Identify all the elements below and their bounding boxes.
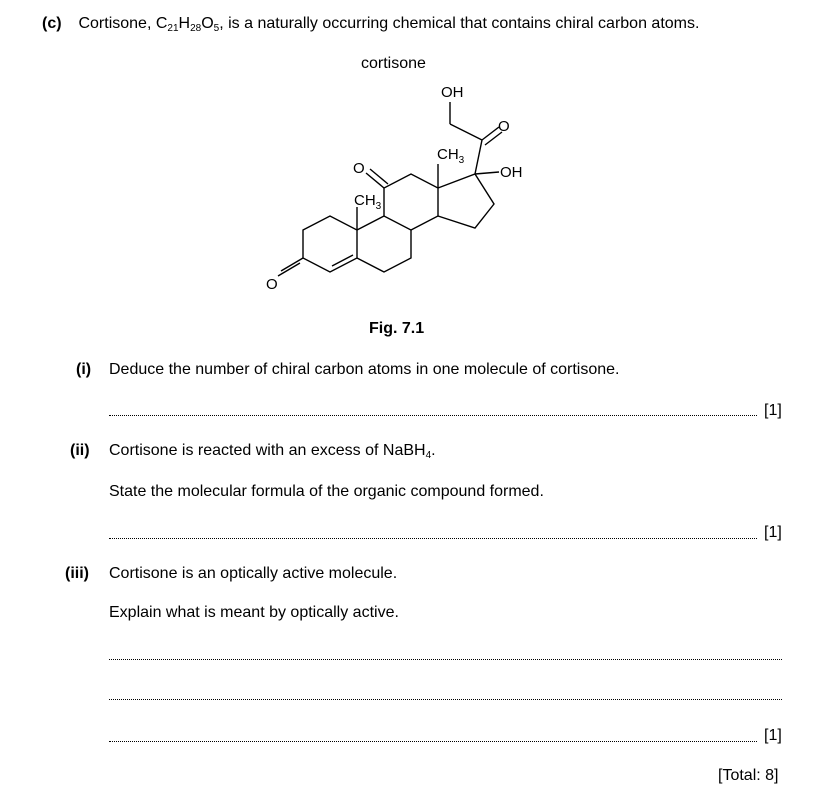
ch3-upper-label	[437, 146, 465, 166]
ch3-lower-sub: 3	[375, 201, 382, 212]
formula-h: H	[178, 15, 191, 32]
ring-a-double-bond	[332, 255, 353, 266]
oh-side-label: OH	[500, 164, 523, 181]
formula-o-subscript: 5	[213, 23, 220, 34]
ring-b-bonds	[357, 216, 411, 272]
answer-line-iii-1[interactable]	[109, 659, 782, 660]
o-ring-a-label: O	[266, 276, 278, 293]
ch3-lower-label	[354, 192, 382, 212]
question-i-label: (i)	[76, 361, 92, 378]
side-chain-carbonyl-1	[482, 127, 499, 140]
total-marks: [Total: 8]	[718, 767, 779, 784]
part-c-label: (c)	[42, 15, 62, 32]
formula-o: O	[201, 15, 214, 32]
question-ii-subscript: 4	[425, 450, 432, 461]
ring-a-bonds	[303, 216, 357, 272]
o-ring-c-label: O	[353, 160, 365, 177]
ring-a-carbonyl-2	[278, 263, 300, 276]
part-c-text-end: , is a naturally occurring chemical that contains chiral carbon atoms.	[219, 15, 700, 32]
oh-top-label: OH	[441, 84, 464, 101]
question-i-mark: [1]	[764, 402, 782, 419]
ring-c-carbonyl-1	[366, 173, 384, 188]
answer-line-iii-2[interactable]	[109, 699, 782, 700]
question-i-text: Deduce the number of chiral carbon atoms in one molecule of cortisone.	[109, 361, 620, 378]
figure-caption: Fig. 7.1	[369, 320, 425, 337]
question-ii-text2: State the molecular formula of the organic compound formed.	[109, 483, 544, 500]
formula-h-subscript: 28	[190, 23, 202, 34]
question-iii-text: Cortisone is an optically active molecule.	[109, 565, 398, 582]
ch3-upper-text: CH	[437, 146, 459, 163]
ring-d-bonds	[438, 174, 494, 228]
side-chain-ch2	[450, 124, 482, 140]
ring-c-carbonyl-2	[370, 169, 388, 184]
side-chain-bond	[475, 140, 482, 174]
ch3-lower-text: CH	[354, 192, 376, 209]
ch3-upper-sub: 3	[458, 155, 465, 166]
answer-line-ii[interactable]	[109, 538, 757, 539]
question-ii-text	[109, 442, 436, 460]
question-ii-mark: [1]	[764, 524, 782, 541]
answer-line-i[interactable]	[109, 415, 757, 416]
part-c-text-start: Cortisone, C	[78, 15, 168, 32]
question-ii-label: (ii)	[70, 442, 90, 459]
cortisone-structure	[0, 0, 832, 330]
question-iii-text2: Explain what is meant by optically active.	[109, 604, 399, 621]
ring-a-carbonyl-1	[281, 258, 303, 271]
ring-c-bonds	[384, 174, 438, 230]
formula-c-subscript: 21	[167, 23, 179, 34]
figure-title: cortisone	[361, 55, 426, 72]
question-ii-text-end: .	[431, 442, 436, 459]
question-ii-text-start: Cortisone is reacted with an excess of NaBH	[109, 442, 426, 459]
answer-line-iii-3[interactable]	[109, 741, 757, 742]
c17-oh-bond	[475, 172, 499, 174]
question-iii-label: (iii)	[65, 565, 89, 582]
o-side-chain-label: O	[498, 118, 510, 135]
question-iii-mark: [1]	[764, 727, 782, 744]
